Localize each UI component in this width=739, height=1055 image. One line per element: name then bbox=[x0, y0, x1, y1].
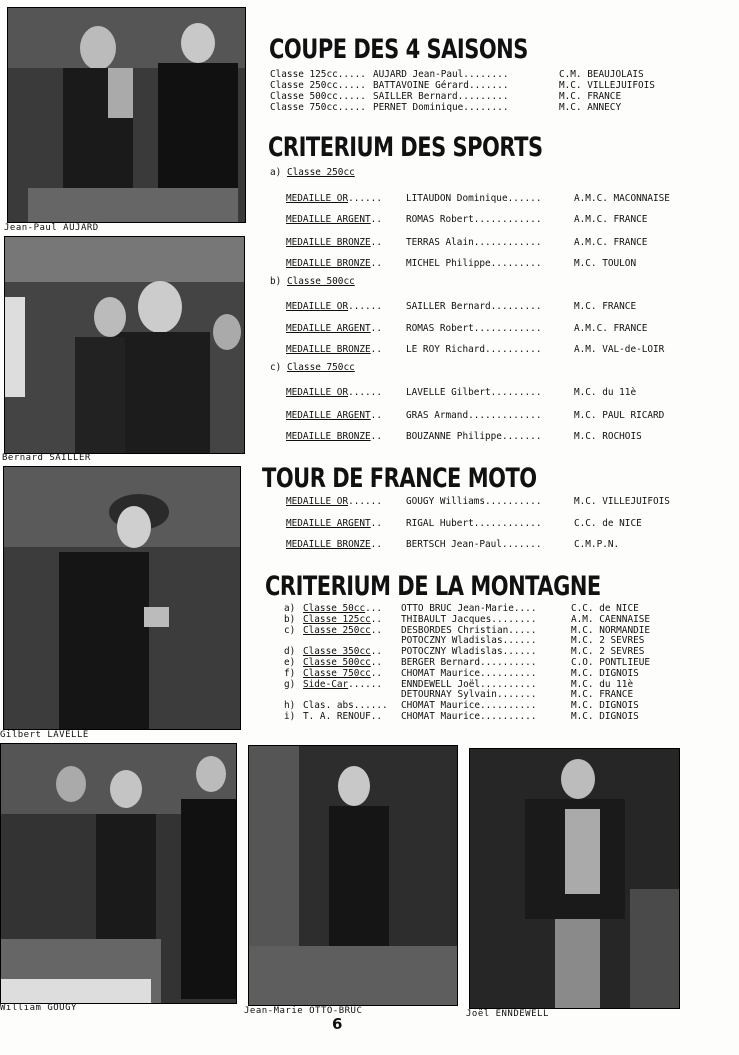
photo-otto-bruc-image bbox=[249, 746, 457, 1005]
tour-club: C.M.P.N. bbox=[574, 539, 620, 550]
montagne-row bbox=[284, 615, 650, 626]
sports-group-header bbox=[270, 276, 355, 287]
montagne-class: Classe 250cc.. bbox=[303, 624, 383, 636]
photo-enndewell-image bbox=[470, 749, 679, 1008]
sports-club: A.M.C. MACONNAISE bbox=[574, 193, 670, 204]
sports-name: TERRAS Alain............ bbox=[406, 237, 542, 248]
montagne-club: M.C. 2 SEVRES bbox=[571, 635, 645, 647]
coupe-name: SAILLER Bernard......... bbox=[373, 91, 509, 102]
sports-group-class: Classe 500cc bbox=[287, 276, 355, 287]
montagne-name: BERGER Bernard.......... bbox=[401, 657, 537, 668]
sports-medal: MEDAILLE ARGENT.. bbox=[286, 410, 382, 421]
tour-row bbox=[286, 496, 670, 507]
photo-sailler bbox=[4, 236, 245, 454]
sports-medal: MEDAILLE OR...... bbox=[286, 193, 382, 204]
sports-name: SAILLER Bernard......... bbox=[406, 301, 542, 312]
sports-name: ROMAS Robert............ bbox=[406, 323, 542, 334]
section-title-tour-france: TOUR DE FRANCE MOTO bbox=[262, 463, 537, 493]
sports-group-header bbox=[270, 167, 355, 178]
photo-caption-otto-bruc: Jean-Marie OTTO-BRUC bbox=[244, 1006, 363, 1016]
photo-enndewell bbox=[469, 748, 680, 1009]
photo-caption-aujard: Jean-Paul AUJARD bbox=[4, 223, 99, 233]
montagne-letter: a) bbox=[284, 603, 296, 614]
sports-medal: MEDAILLE BRONZE.. bbox=[286, 344, 382, 355]
photo-lavelle-image bbox=[4, 467, 240, 729]
coupe-club: M.C. VILLEJUIFOIS bbox=[559, 80, 655, 91]
montagne-class: T. A. RENOUF.. bbox=[303, 711, 383, 722]
sports-row bbox=[286, 237, 647, 248]
tour-row bbox=[286, 539, 619, 550]
sports-row bbox=[286, 323, 647, 334]
sports-name: MICHEL Philippe......... bbox=[406, 258, 542, 269]
tour-row bbox=[286, 518, 642, 529]
montagne-name: DESBORDES Christian..... bbox=[401, 624, 537, 636]
sports-row bbox=[286, 193, 670, 204]
sports-row bbox=[286, 344, 664, 355]
tour-medal: MEDAILLE ARGENT.. bbox=[286, 518, 382, 529]
coupe-row bbox=[270, 69, 644, 80]
sports-club: A.M.C. FRANCE bbox=[574, 214, 648, 225]
montagne-club: M.C. DIGNOIS bbox=[571, 700, 639, 712]
montagne-club: M.C. du 11è bbox=[571, 678, 634, 690]
sports-group-class: Classe 750cc bbox=[287, 362, 355, 373]
tour-club: M.C. VILLEJUIFOIS bbox=[574, 496, 670, 507]
montagne-club: A.M. CAENNAISE bbox=[571, 613, 651, 625]
sports-name: LITAUDON Dominique...... bbox=[406, 193, 542, 204]
coupe-class: Classe 250cc..... bbox=[270, 80, 366, 91]
montagne-club: M.C. FRANCE bbox=[571, 689, 634, 701]
sports-medal: MEDAILLE ARGENT.. bbox=[286, 214, 382, 225]
section-title-montagne: CRITERIUM DE LA MONTAGNE bbox=[265, 571, 601, 601]
sports-row bbox=[286, 410, 664, 421]
photo-aujard bbox=[7, 7, 246, 223]
montagne-club: M.C. DIGNOIS bbox=[571, 667, 639, 679]
photo-aujard-image bbox=[8, 8, 245, 222]
tour-name: RIGAL Hubert............ bbox=[406, 518, 542, 529]
montagne-letter: b) bbox=[284, 613, 296, 625]
photo-caption-enndewell: Joël ENNDEWELL bbox=[466, 1009, 549, 1019]
sports-group-class: Classe 250cc bbox=[287, 167, 355, 178]
sports-club: A.M. VAL-de-LOIR bbox=[574, 344, 665, 355]
sports-group-letter: a) bbox=[270, 167, 282, 178]
sports-row bbox=[286, 214, 647, 225]
montagne-name: CHOMAT Maurice.......... bbox=[401, 667, 537, 679]
montagne-letter: i) bbox=[284, 711, 296, 722]
montagne-letter: e) bbox=[284, 657, 296, 668]
photo-caption-sailler: Bernard SAILLER bbox=[2, 453, 91, 463]
photo-lavelle bbox=[3, 466, 241, 730]
montagne-letter: g) bbox=[284, 678, 296, 690]
montagne-name: CHOMAT Maurice.......... bbox=[401, 700, 537, 712]
coupe-club: C.M. BEAUJOLAIS bbox=[559, 69, 644, 80]
coupe-class: Classe 750cc..... bbox=[270, 102, 366, 113]
sports-club: M.C. FRANCE bbox=[574, 301, 637, 312]
montagne-letter: h) bbox=[284, 700, 296, 712]
montagne-club: C.C. de NICE bbox=[571, 603, 639, 614]
montagne-name: ENNDEWELL Joël.......... bbox=[401, 678, 537, 690]
photo-caption-lavelle: Gilbert LAVELLE bbox=[0, 730, 89, 740]
montagne-club: M.C. NORMANDIE bbox=[571, 624, 651, 636]
coupe-class: Classe 125cc..... bbox=[270, 69, 366, 80]
sports-club: M.C. du 11è bbox=[574, 387, 637, 398]
coupe-row bbox=[270, 80, 655, 91]
sports-row bbox=[286, 431, 642, 442]
photo-sailler-image bbox=[5, 237, 244, 453]
coupe-club: M.C. ANNECY bbox=[559, 102, 622, 113]
montagne-name: DETOURNAY Sylvain....... bbox=[401, 689, 537, 701]
montagne-row bbox=[284, 712, 639, 723]
sports-name: LE ROY Richard.......... bbox=[406, 344, 542, 355]
coupe-club: M.C. FRANCE bbox=[559, 91, 622, 102]
photo-otto-bruc bbox=[248, 745, 458, 1006]
coupe-name: BATTAVOINE Gérard....... bbox=[373, 80, 509, 91]
montagne-club: M.C. DIGNOIS bbox=[571, 711, 639, 722]
sports-medal: MEDAILLE BRONZE.. bbox=[286, 431, 382, 442]
sports-group-letter: c) bbox=[270, 362, 282, 373]
montagne-name: OTTO BRUC Jean-Marie.... bbox=[401, 603, 537, 614]
tour-medal: MEDAILLE OR...... bbox=[286, 496, 382, 507]
sports-name: ROMAS Robert............ bbox=[406, 214, 542, 225]
montagne-name: POTOCZNY Wladislas...... bbox=[401, 646, 537, 658]
coupe-row bbox=[270, 102, 621, 113]
photo-gougy bbox=[0, 743, 237, 1004]
sports-row bbox=[286, 258, 636, 269]
sports-name: BOUZANNE Philippe....... bbox=[406, 431, 542, 442]
sports-name: LAVELLE Gilbert......... bbox=[406, 387, 542, 398]
photo-caption-gougy: William GOUGY bbox=[0, 1003, 77, 1013]
montagne-club: C.O. PONTLIEUE bbox=[571, 657, 651, 668]
montagne-letter: f) bbox=[284, 667, 296, 679]
coupe-name: PERNET Dominique........ bbox=[373, 102, 509, 113]
sports-club: M.C. PAUL RICARD bbox=[574, 410, 665, 421]
page-number: 6 bbox=[332, 1015, 343, 1033]
section-title-coupe: COUPE DES 4 SAISONS bbox=[269, 34, 528, 64]
montagne-name: THIBAULT Jacques........ bbox=[401, 613, 537, 625]
sports-row bbox=[286, 301, 636, 312]
sports-group-header bbox=[270, 362, 355, 373]
montagne-club: M.C. 2 SEVRES bbox=[571, 646, 645, 658]
montagne-letter: d) bbox=[284, 646, 296, 658]
coupe-row bbox=[270, 91, 621, 102]
tour-medal: MEDAILLE BRONZE.. bbox=[286, 539, 382, 550]
sports-medal: MEDAILLE BRONZE.. bbox=[286, 258, 382, 269]
montagne-class: Classe 50cc... bbox=[303, 603, 383, 614]
montagne-class: Classe 125cc.. bbox=[303, 613, 383, 625]
montagne-name: POTOCZNY Wladislas...... bbox=[401, 635, 537, 647]
sports-group-letter: b) bbox=[270, 276, 282, 287]
coupe-name: AUJARD Jean-Paul........ bbox=[373, 69, 509, 80]
sports-medal: MEDAILLE BRONZE.. bbox=[286, 237, 382, 248]
montagne-row bbox=[284, 669, 639, 680]
montagne-class: Side-Car...... bbox=[303, 678, 383, 690]
montagne-class: Clas. abs...... bbox=[303, 700, 388, 712]
coupe-class: Classe 500cc..... bbox=[270, 91, 366, 102]
sports-name: GRAS Armand............. bbox=[406, 410, 542, 421]
sports-medal: MEDAILLE ARGENT.. bbox=[286, 323, 382, 334]
section-title-criterium-sports: CRITERIUM DES SPORTS bbox=[268, 132, 543, 162]
montagne-class: Classe 750cc.. bbox=[303, 667, 383, 679]
sports-medal: MEDAILLE OR...... bbox=[286, 387, 382, 398]
sports-club: M.C. ROCHOIS bbox=[574, 431, 642, 442]
photo-gougy-image bbox=[1, 744, 236, 1003]
montagne-name: CHOMAT Maurice.......... bbox=[401, 711, 537, 722]
sports-club: A.M.C. FRANCE bbox=[574, 237, 648, 248]
sports-row bbox=[286, 387, 636, 398]
montagne-class: Classe 500cc.. bbox=[303, 657, 383, 668]
montagne-class: Classe 350cc.. bbox=[303, 646, 383, 658]
tour-club: C.C. de NICE bbox=[574, 518, 642, 529]
tour-name: GOUGY Williams.......... bbox=[406, 496, 542, 507]
tour-name: BERTSCH Jean-Paul....... bbox=[406, 539, 542, 550]
sports-club: M.C. TOULON bbox=[574, 258, 637, 269]
montagne-letter: c) bbox=[284, 624, 296, 636]
sports-medal: MEDAILLE OR...... bbox=[286, 301, 382, 312]
sports-club: A.M.C. FRANCE bbox=[574, 323, 648, 334]
